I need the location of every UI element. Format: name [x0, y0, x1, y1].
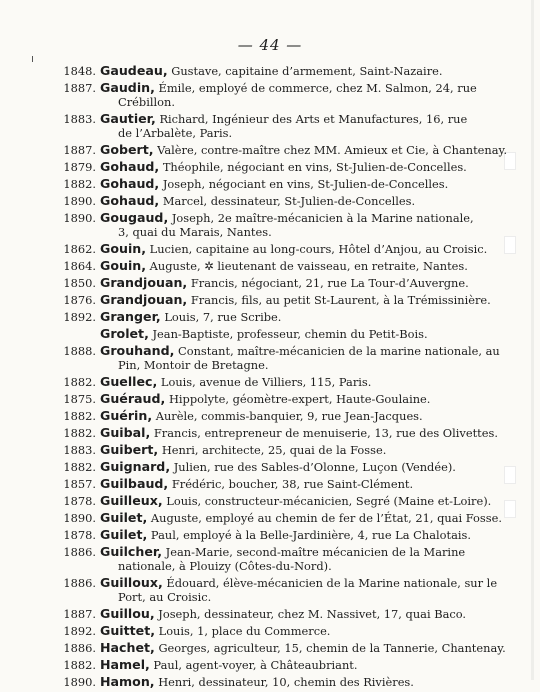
- page-number: — 44 —: [237, 36, 303, 54]
- directory-entry: [0, 160, 540, 174]
- entry-surname: Guérin,: [100, 408, 153, 423]
- entry-text: [100, 392, 512, 406]
- entry-text: [100, 375, 512, 389]
- entry-details: Marcel, dessinateur, St-Julien-de-Concelles.: [159, 194, 416, 208]
- entry-year: 1890.: [63, 211, 96, 225]
- entry-text: [100, 259, 512, 273]
- directory-entry: [0, 293, 540, 307]
- entry-text: [100, 528, 512, 542]
- entry-details: Joseph, dessinateur, chez M. Nassivet, 17, quai Baco.: [154, 607, 467, 621]
- entry-year: 1882.: [63, 409, 96, 423]
- entry-details: Valère, contre-maître chez MM. Amieux et Cie, à Chantenay.: [153, 143, 508, 157]
- entry-text: [100, 641, 512, 655]
- entry-surname: Guilloux,: [100, 575, 163, 590]
- directory-entry: [0, 641, 540, 655]
- entry-surname: Guilleux,: [100, 493, 163, 508]
- entry-surname: Gouin,: [100, 241, 147, 256]
- entry-text: [100, 443, 512, 457]
- entry-text: [100, 624, 512, 638]
- entry-year: 1892.: [63, 624, 96, 638]
- entry-continuation: nationale, à Plouizy (Côtes-du-Nord).: [118, 559, 332, 573]
- entry-text: [100, 81, 512, 109]
- entry-text: [100, 310, 512, 324]
- entry-details: Paul, agent-voyer, à Châteaubriant.: [149, 658, 358, 672]
- entry-details: Paul, employé à la Belle-Jardinière, 4, rue La Chalotais.: [147, 528, 471, 542]
- directory-entry: [0, 242, 540, 256]
- directory-entry: [0, 545, 540, 573]
- entry-details: Joseph, négociant en vins, St-Julien-de-Concelles.: [159, 177, 449, 191]
- entry-year: 1887.: [63, 81, 96, 95]
- entry-surname: Hamel,: [100, 657, 150, 672]
- entry-details: Frédéric, boucher, 38, rue Saint-Clément.: [168, 477, 414, 491]
- entry-text: [100, 327, 512, 341]
- entry-year: 1886.: [63, 576, 96, 590]
- entry-text: [100, 494, 512, 508]
- entry-year: 1882.: [63, 658, 96, 672]
- directory-entry: [0, 409, 540, 423]
- entry-surname: Grolet,: [100, 326, 149, 341]
- entry-text: [100, 675, 512, 689]
- entry-surname: Gohaud,: [100, 159, 160, 174]
- entry-surname: Guibal,: [100, 425, 151, 440]
- directory-entry: [0, 607, 540, 621]
- entry-details: Jean-Marie, second-maître mécanicien de la Marine: [162, 545, 466, 559]
- entry-details: Louis, constructeur-mécanicien, Segré (Maine et-Loire).: [162, 494, 492, 508]
- entry-details: Constant, maître-mécanicien de la marine nationale, au: [174, 344, 500, 358]
- entry-year: 1882.: [63, 426, 96, 440]
- entry-details: Francis, entrepreneur de menuiserie, 13, rue des Olivettes.: [150, 426, 498, 440]
- entry-surname: Guilet,: [100, 510, 148, 525]
- margin-mark: [32, 56, 33, 62]
- entry-continuation: Crébillon.: [118, 95, 175, 109]
- entry-surname: Grandjouan,: [100, 275, 188, 290]
- entry-year: 1887.: [63, 143, 96, 157]
- entry-year: 1857.: [63, 477, 96, 491]
- directory-entry: [0, 460, 540, 474]
- entry-details: Théophile, négociant en vins, St-Julien-de-Concelles.: [159, 160, 467, 174]
- entry-details: Gustave, capitaine d’armement, Saint-Nazaire.: [167, 64, 443, 78]
- entry-surname: Gobert,: [100, 142, 154, 157]
- directory-entry: [0, 576, 540, 604]
- entry-text: [100, 242, 512, 256]
- entry-year: 1875.: [63, 392, 96, 406]
- entry-continuation: Port, au Croisic.: [118, 590, 212, 604]
- entry-text: [100, 426, 512, 440]
- entry-surname: Guilbaud,: [100, 476, 169, 491]
- entry-text: [100, 143, 512, 157]
- entry-text: [100, 576, 512, 604]
- entry-text: [100, 409, 512, 423]
- entry-details: Henri, architecte, 25, quai de la Fosse.: [158, 443, 387, 457]
- entry-year: 1879.: [63, 160, 96, 174]
- directory-entry: [0, 310, 540, 324]
- directory-entries: [0, 64, 540, 692]
- directory-entry: [0, 194, 540, 208]
- entry-details: Émile, employé de commerce, chez M. Salmon, 24, rue: [154, 81, 477, 95]
- entry-surname: Gohaud,: [100, 176, 160, 191]
- entry-surname: Guibert,: [100, 442, 159, 457]
- directory-entry: [0, 143, 540, 157]
- entry-surname: Gautier,: [100, 111, 156, 126]
- entry-text: [100, 177, 512, 191]
- entry-text: [100, 112, 512, 140]
- entry-year: 1882.: [63, 460, 96, 474]
- entry-details: Richard, Ingénieur des Arts et Manufactures, 16, rue: [155, 112, 468, 126]
- entry-details: Auguste, ✲ lieutenant de vaisseau, en retraite, Nantes.: [146, 259, 468, 273]
- directory-entry: [0, 624, 540, 638]
- entry-year: 1892.: [63, 310, 96, 324]
- entry-year: 1864.: [63, 259, 96, 273]
- entry-text: [100, 344, 512, 372]
- entry-details: Francis, négociant, 21, rue La Tour-d’Auvergne.: [187, 276, 469, 290]
- entry-continuation: 3, quai du Marais, Nantes.: [118, 225, 272, 239]
- directory-entry: [0, 658, 540, 672]
- entry-details: Jean-Baptiste, professeur, chemin du Petit-Bois.: [148, 327, 428, 341]
- entry-year: 1886.: [63, 545, 96, 559]
- entry-text: [100, 160, 512, 174]
- entry-surname: Gaudin,: [100, 80, 155, 95]
- entry-text: [100, 64, 512, 78]
- directory-entry: [0, 477, 540, 491]
- entry-surname: Hamon,: [100, 674, 155, 689]
- entry-text: [100, 276, 512, 290]
- entry-surname: Granger,: [100, 309, 161, 324]
- entry-year: 1882.: [63, 177, 96, 191]
- entry-surname: Gougaud,: [100, 210, 169, 225]
- entry-continuation: de l’Arbalète, Paris.: [118, 126, 233, 140]
- entry-details: Julien, rue des Sables-d’Olonne, Luçon (Vendée).: [170, 460, 456, 474]
- entry-year: 1876.: [63, 293, 96, 307]
- entry-details: Henri, dessinateur, 10, chemin des Rivières.: [154, 675, 414, 689]
- entry-surname: Guillou,: [100, 606, 155, 621]
- entry-surname: Gohaud,: [100, 193, 160, 208]
- directory-entry: [0, 344, 540, 372]
- entry-details: Aurèle, commis-banquier, 9, rue Jean-Jacques.: [152, 409, 423, 423]
- entry-surname: Gouin,: [100, 258, 147, 273]
- entry-surname: Guéraud,: [100, 391, 166, 406]
- entry-year: 1878.: [63, 528, 96, 542]
- directory-entry: [0, 528, 540, 542]
- directory-entry: [0, 443, 540, 457]
- entry-year: 1890.: [63, 194, 96, 208]
- entry-details: Édouard, élève-mécanicien de la Marine nationale, sur le: [162, 576, 498, 590]
- entry-year: 1850.: [63, 276, 96, 290]
- entry-text: [100, 211, 512, 239]
- entry-text: [100, 460, 512, 474]
- entry-surname: Hachet,: [100, 640, 155, 655]
- entry-year: 1887.: [63, 607, 96, 621]
- entry-year: 1890.: [63, 675, 96, 689]
- entry-surname: Guilcher,: [100, 544, 163, 559]
- directory-entry: [0, 81, 540, 109]
- directory-entry: [0, 426, 540, 440]
- entry-surname: Guilet,: [100, 527, 148, 542]
- entry-surname: Guellec,: [100, 374, 158, 389]
- directory-entry: [0, 177, 540, 191]
- entry-text: [100, 293, 512, 307]
- entry-text: [100, 545, 512, 573]
- entry-text: [100, 477, 512, 491]
- entry-year: 1890.: [63, 511, 96, 525]
- entry-details: Louis, 7, rue Scribe.: [160, 310, 282, 324]
- directory-entry: [0, 327, 540, 341]
- directory-entry: [0, 392, 540, 406]
- entry-year: 1883.: [63, 112, 96, 126]
- entry-text: [100, 511, 512, 525]
- entry-text: [100, 658, 512, 672]
- entry-continuation: Pin, Montoir de Bretagne.: [118, 358, 269, 372]
- entry-text: [100, 194, 512, 208]
- entry-year: 1878.: [63, 494, 96, 508]
- entry-year: 1883.: [63, 443, 96, 457]
- entry-details: Louis, avenue de Villiers, 115, Paris.: [157, 375, 372, 389]
- entry-details: Hippolyte, géomètre-expert, Haute-Goulaine.: [165, 392, 431, 406]
- entry-details: Georges, agriculteur, 15, chemin de la Tannerie, Chantenay.: [154, 641, 506, 655]
- directory-entry: [0, 675, 540, 689]
- entry-year: 1882.: [63, 375, 96, 389]
- entry-surname: Guignard,: [100, 459, 171, 474]
- directory-entry: [0, 259, 540, 273]
- entry-year: 1848.: [63, 64, 96, 78]
- entry-details: Joseph, 2e maître-mécanicien à la Marine nationale,: [168, 211, 474, 225]
- entry-year: 1888.: [63, 344, 96, 358]
- entry-details: Lucien, capitaine au long-cours, Hôtel d’Anjou, au Croisic.: [146, 242, 488, 256]
- entry-surname: Guittet,: [100, 623, 156, 638]
- entry-details: Francis, fils, au petit St-Laurent, à la Trémissinière.: [187, 293, 491, 307]
- entry-year: 1886.: [63, 641, 96, 655]
- directory-entry: [0, 112, 540, 140]
- entry-details: Louis, 1, place du Commerce.: [155, 624, 331, 638]
- directory-entry: [0, 511, 540, 525]
- entry-text: [100, 607, 512, 621]
- directory-entry: [0, 211, 540, 239]
- directory-entry: [0, 276, 540, 290]
- entry-surname: Grouhand,: [100, 343, 175, 358]
- entry-surname: Grandjouan,: [100, 292, 188, 307]
- entry-surname: Gaudeau,: [100, 63, 168, 78]
- directory-entry: [0, 64, 540, 78]
- directory-entry: [0, 494, 540, 508]
- entry-details: Auguste, employé au chemin de fer de l’État, 21, quai Fosse.: [147, 511, 502, 525]
- entry-year: 1862.: [63, 242, 96, 256]
- directory-entry: [0, 375, 540, 389]
